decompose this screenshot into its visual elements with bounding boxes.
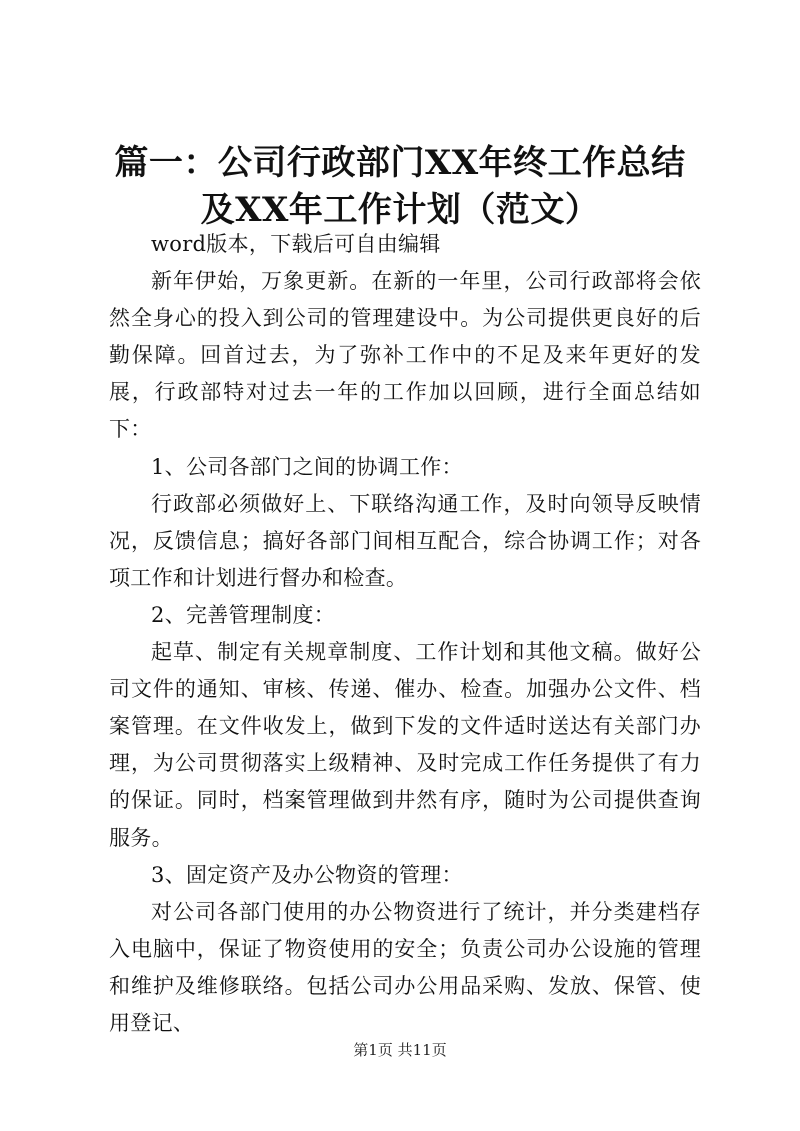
- section-heading-management-system: 2、完善管理制度：: [151, 602, 336, 627]
- paragraph-note: word版本，下载后可自由编辑: [151, 232, 441, 256]
- paragraph-management-system: 起草、制定有关规章制度、工作计划和其他文稿。做好公司文件的通知、审核、传递、催办、检查。加强办公文件、档案管理。在文件收发上，做到下发的文件适时送达有关部门办理，为公司贯彻落实上级精神、及时完成工作任务提供了有力的保证。同时，档案管理做到井然有序，随时为公司提供查询服务。: [109, 640, 701, 850]
- paragraph-coordination: 行政部必须做好上、下联络沟通工作，及时向领导反映情况，反馈信息；搞好各部门间相互配合，综合协调工作；对各项工作和计划进行督办和检查。: [109, 491, 701, 590]
- document-body: [109, 226, 701, 1042]
- page-number-footer: 第1页 共11页: [353, 1041, 447, 1059]
- section-heading-assets: 3、固定资产及办公物资的管理：: [151, 862, 463, 887]
- paragraph-assets: 对公司各部门使用的办公物资进行了统计，并分类建档存入电脑中，保证了物资使用的安全；负责公司办公设施的管理和维护及维修联络。包括公司办公用品采购、发放、保管、使用登记、: [109, 899, 701, 1035]
- section-heading-coordination: 1、公司各部门之间的协调工作：: [151, 454, 463, 479]
- document-title: 篇一：公司行政部门XX年终工作总结及XX年工作计划（范文）: [114, 143, 686, 230]
- paragraph-intro: 新年伊始，万象更新。在新的一年里，公司行政部将会依然全身心的投入到公司的管理建设中。为公司提供更良好的后勤保障。回首过去，为了弥补工作中的不足及来年更好的发展，行政部特对过去一年的工作加以回顾，进行全面总结如下：: [109, 269, 701, 442]
